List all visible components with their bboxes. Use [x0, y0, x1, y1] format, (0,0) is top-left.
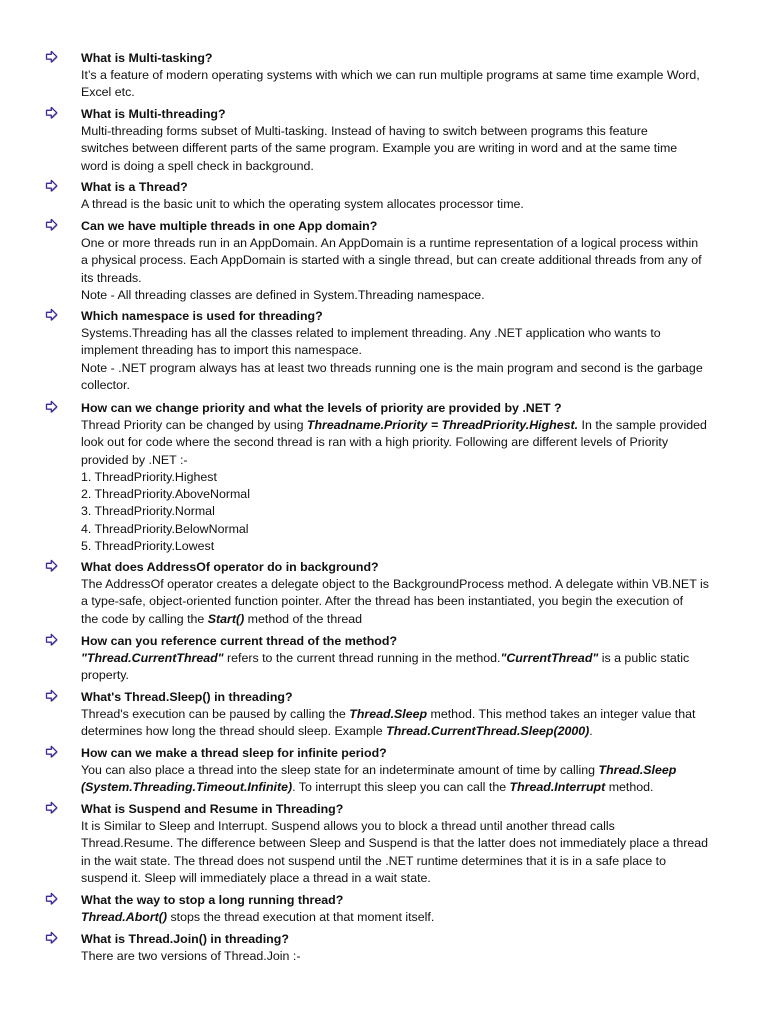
answer-line: [81, 342, 731, 359]
answer-text: property.: [81, 668, 129, 683]
answer-line: [81, 123, 731, 140]
answer-text: is a public static: [598, 651, 690, 665]
answer-line: [81, 67, 731, 84]
answer-text: Systems.Threading has all the classes related to implement threading. Any .NET application who wants to: [81, 326, 661, 340]
answer-text: in the wait state. The thread does not suspend until the .NET runtime determines that it is in a safe place to: [81, 853, 666, 868]
code-reference: (System.Threading.Timeout.Infinite): [81, 780, 293, 795]
arrow-bullet-icon: [45, 892, 59, 906]
answer-text: One or more threads run in an AppDomain. An AppDomain is a runtime representation of a logical process within: [81, 236, 699, 250]
arrow-bullet-icon: [45, 218, 59, 232]
answer-text: implement threading has to import this namespace.: [81, 343, 362, 358]
question-heading: How can you reference current thread of the method?: [81, 634, 398, 648]
answer-text: Note - .NET program always has at least two threads running one is the main program and second is the garbage: [81, 360, 703, 375]
answer-line: [81, 452, 731, 469]
answer-line: [81, 853, 731, 870]
answer-text: word is doing a spell check in background.: [81, 158, 314, 173]
qa-body: [81, 633, 731, 685]
qa-body: [81, 400, 731, 555]
qa-body: [81, 931, 731, 965]
answer-text: 5. ThreadPriority.Lowest: [81, 539, 215, 554]
answer-line: [81, 140, 731, 157]
code-reference: Thread.CurrentThread.Sleep(2000): [386, 724, 590, 739]
answer-text: It’s a feature of modern operating systems with which we can run multiple programs at same time example Word,: [81, 68, 700, 82]
answer-line: [81, 650, 731, 667]
answer-line: [81, 270, 731, 287]
question-heading: What's Thread.Sleep() in threading?: [81, 690, 293, 704]
answer-text: the code by calling the: [81, 611, 208, 626]
question-heading: What is Thread.Join() in threading?: [81, 932, 289, 946]
answer-line: [81, 723, 731, 740]
answer-line: [81, 252, 731, 269]
answer-text: In the sample provided: [578, 418, 707, 432]
answer-text: determines how long the thread should sleep. Example: [81, 724, 387, 739]
code-reference: Start(): [207, 611, 245, 626]
answer-line: [81, 360, 731, 377]
qa-body: [81, 689, 731, 741]
code-reference: "Thread.CurrentThread": [81, 651, 224, 665]
answer-text: .: [589, 724, 593, 739]
question-heading: What is Multi-tasking?: [81, 51, 213, 65]
arrow-bullet-icon: [45, 745, 59, 759]
answer-text: stops the thread execution at that moment itself.: [167, 910, 435, 924]
answer-text: method of the thread: [244, 611, 363, 626]
answer-text: Thread Priority can be changed by using: [81, 418, 307, 432]
qa-body: [81, 179, 731, 213]
answer-line: [81, 762, 731, 779]
answer-text: method.: [605, 780, 654, 795]
answer-text: . To interrupt this sleep you can call the: [292, 780, 510, 795]
arrow-bullet-icon: [45, 559, 59, 573]
answer-text: collector.: [81, 377, 130, 392]
answer-text: 2. ThreadPriority.AboveNormal: [81, 487, 250, 502]
answer-line: [81, 417, 731, 434]
answer-line: [81, 434, 731, 451]
answer-text: a type-safe, object-oriented function pointer. After the thread has been instantiated, you begin the execution of: [81, 594, 684, 609]
answer-line: [81, 667, 731, 684]
answer-line: [81, 706, 731, 723]
answer-text: a physical process. Each AppDomain is started with a single thread, but can create additional threads from any of: [81, 253, 702, 268]
answer-text: provided by .NET :-: [81, 452, 188, 467]
answer-line: [81, 235, 731, 252]
answer-line: [81, 538, 731, 555]
answer-line: [81, 818, 731, 835]
question-heading: What the way to stop a long running thread?: [81, 893, 344, 907]
question-heading: How can we make a thread sleep for infinite period?: [81, 746, 387, 760]
arrow-bullet-icon: [45, 106, 59, 120]
answer-text: Multi-threading forms subset of Multi-tasking. Instead of having to switch between programs this feature: [81, 124, 648, 138]
qa-body: [81, 308, 731, 394]
answer-line: [81, 611, 731, 628]
answer-text: method. This method takes an integer value that: [427, 707, 696, 721]
arrow-bullet-icon: [45, 633, 59, 647]
question-heading: What is a Thread?: [81, 180, 188, 194]
answer-text: The AddressOf operator creates a delegate object to the BackgroundProcess method. A delegate within VB.NET is: [81, 577, 709, 591]
answer-line: [81, 196, 731, 213]
answer-line: [81, 84, 731, 101]
question-heading: What is Suspend and Resume in Threading?: [81, 802, 344, 816]
answer-line: [81, 503, 731, 520]
answer-text: You can also place a thread into the sleep state for an indeterminate amount of time by calling: [81, 763, 599, 777]
code-reference: "CurrentThread": [500, 651, 599, 665]
answer-line: [81, 835, 731, 852]
arrow-bullet-icon: [45, 179, 59, 193]
code-reference: Thread.Sleep: [349, 707, 428, 721]
question-heading: Which namespace is used for threading?: [81, 309, 323, 323]
answer-line: [81, 469, 731, 486]
question-heading: How can we change priority and what the levels of priority are provided by .NET ?: [81, 401, 562, 415]
answer-line: [81, 521, 731, 538]
arrow-bullet-icon: [45, 689, 59, 703]
answer-text: suspend it. Sleep will immediately place a thread in a wait state.: [81, 870, 431, 885]
answer-text: A thread is the basic unit to which the operating system allocates processor time.: [81, 197, 524, 211]
arrow-bullet-icon: [45, 400, 59, 414]
answer-line: [81, 325, 731, 342]
answer-line: [81, 909, 731, 926]
answer-text: switches between different parts of the same program. Example you are writing in word and at the same time: [81, 141, 678, 156]
code-reference: Threadname.Priority = ThreadPriority.Highest.: [306, 418, 579, 432]
answer-line: [81, 948, 731, 965]
answer-line: [81, 870, 731, 887]
answer-text: 4. ThreadPriority.BelowNormal: [81, 521, 249, 536]
qa-body: [81, 106, 731, 175]
answer-text: 3. ThreadPriority.Normal: [81, 504, 215, 519]
answer-line: [81, 377, 731, 394]
arrow-bullet-icon: [45, 801, 59, 815]
code-reference: Thread.Abort(): [81, 910, 168, 924]
code-reference: Thread.Interrupt: [509, 780, 606, 795]
code-reference: Thread.Sleep: [598, 763, 677, 777]
answer-text: Thread's execution can be paused by calling the: [81, 707, 350, 721]
qa-body: [81, 892, 731, 926]
arrow-bullet-icon: [45, 931, 59, 945]
answer-line: [81, 486, 731, 503]
answer-text: refers to the current thread running in the method.: [223, 651, 501, 665]
question-heading: What is Multi-threading?: [81, 107, 226, 121]
arrow-bullet-icon: [45, 308, 59, 322]
qa-body: [81, 559, 731, 628]
answer-text: Note - All threading classes are defined in System.Threading namespace.: [81, 287, 485, 302]
question-heading: Can we have multiple threads in one App domain?: [81, 219, 378, 233]
qa-body: [81, 745, 731, 797]
answer-line: [81, 593, 731, 610]
answer-text: It is Similar to Sleep and Interrupt. Suspend allows you to block a thread until another thread calls: [81, 819, 615, 833]
answer-text: There are two versions of Thread.Join :-: [81, 949, 301, 963]
arrow-bullet-icon: [45, 50, 59, 64]
question-heading: What does AddressOf operator do in background?: [81, 560, 379, 574]
answer-text: look out for code where the second thread is ran with a high priority. Following are different levels of Priority: [81, 435, 669, 450]
answer-line: [81, 779, 731, 796]
answer-line: [81, 287, 731, 304]
answer-text: 1. ThreadPriority.Highest: [81, 469, 217, 484]
qa-body: [81, 801, 731, 887]
answer-text: Excel etc.: [81, 85, 135, 100]
answer-text: its threads.: [81, 270, 142, 285]
answer-line: [81, 158, 731, 175]
qa-body: [81, 218, 731, 304]
answer-text: Thread.Resume. The difference between Sleep and Suspend is that the latter does not immediately place a thread: [81, 836, 709, 851]
answer-line: [81, 576, 731, 593]
qa-body: [81, 50, 731, 102]
